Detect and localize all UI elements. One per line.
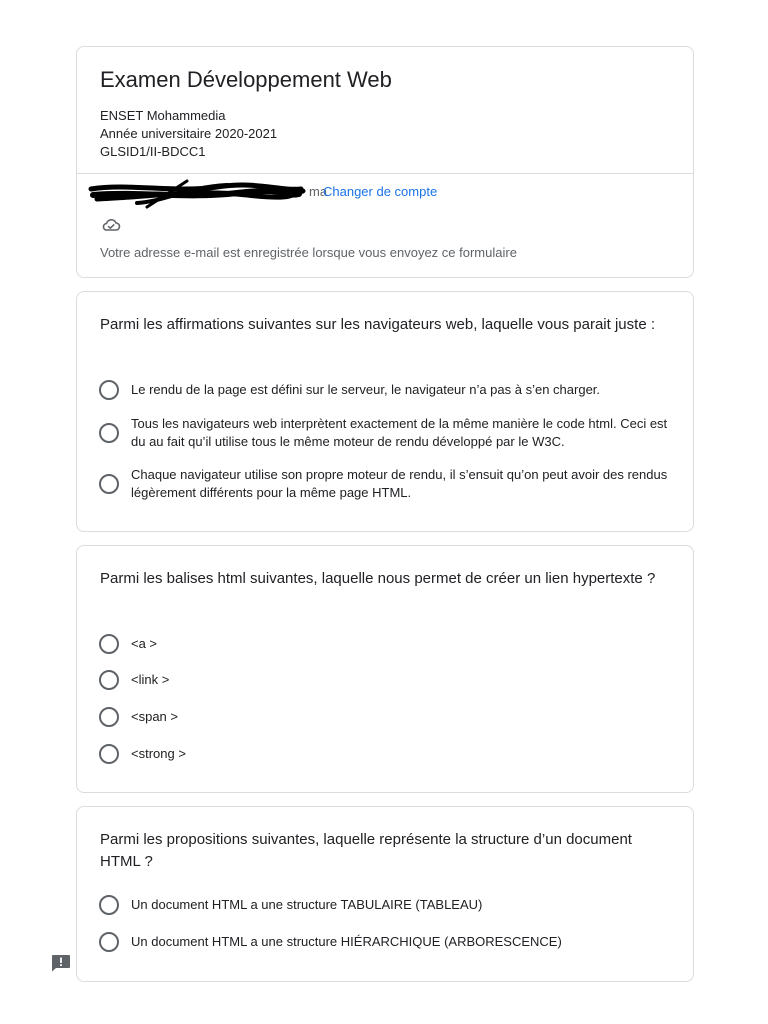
form-description-line: GLSID1/II-BDCC1 (100, 144, 206, 159)
radio-option[interactable] (99, 932, 669, 952)
radio-option[interactable] (99, 415, 669, 451)
radio-button[interactable] (99, 423, 119, 443)
option-label: Chaque navigateur utilise son propre moteur de rendu, il s’ensuit qu’on peut avoir des rendus légèrement différents pour la même page HTML. (131, 467, 668, 500)
question-card (76, 806, 694, 982)
option-label: Le rendu de la page est défini sur le serveur, le navigateur n’a pas à s’en charger. (131, 382, 601, 397)
form-description-line: Année universitaire 2020-2021 (100, 126, 278, 141)
radio-button[interactable] (99, 474, 119, 494)
radio-option[interactable] (99, 380, 669, 400)
option-label: Tous les navigateurs web interprètent exactement de la même manière le code html. Ceci est du au fait qu’il utilise tous le même moteur de rendu développé par le W3C. (131, 416, 668, 449)
option-label: Un document HTML a une structure TABULAIRE (TABLEAU) (131, 897, 483, 912)
form-description-line: ENSET Mohammedia (100, 108, 226, 123)
radio-option[interactable] (99, 634, 669, 654)
radio-option[interactable] (99, 744, 669, 764)
radio-button[interactable] (99, 380, 119, 400)
question-title: Parmi les balises html suivantes, laquelle nous permet de créer un lien hypertexte ? (100, 570, 656, 587)
radio-button[interactable] (99, 670, 119, 690)
form-title: Examen Développement Web (100, 67, 392, 92)
account-row (87, 179, 487, 209)
question-title: Parmi les affirmations suivantes sur les navigateurs web, laquelle vous parait juste : (100, 316, 655, 333)
question-card (76, 545, 694, 793)
cloud-save-icon (101, 217, 121, 233)
form-header-card (76, 46, 694, 278)
radio-button[interactable] (99, 634, 119, 654)
option-label: <a > (131, 636, 158, 651)
radio-option[interactable] (99, 670, 669, 690)
radio-option[interactable] (99, 466, 669, 502)
email-recorded-notice: Votre adresse e-mail est enregistrée lorsque vous envoyez ce formulaire (100, 245, 517, 260)
radio-option[interactable] (99, 707, 669, 727)
account-email-suffix: ma (309, 184, 328, 199)
option-label: Un document HTML a une structure HIÉRARCHIQUE (ARBORESCENCE) (131, 934, 562, 949)
feedback-icon[interactable] (51, 954, 71, 972)
radio-button[interactable] (99, 707, 119, 727)
option-label: <link > (131, 672, 170, 687)
header-divider (77, 173, 693, 174)
option-label: <span > (131, 709, 178, 724)
question-title: Parmi les propositions suivantes, laquelle représente la structure d’un document HTML ? (100, 831, 632, 870)
change-account-link[interactable]: Changer de compte (323, 184, 438, 199)
radio-button[interactable] (99, 895, 119, 915)
radio-button[interactable] (99, 744, 119, 764)
redacted-email-scribble (87, 179, 307, 209)
form-description (100, 107, 277, 161)
radio-button[interactable] (99, 932, 119, 952)
radio-option[interactable] (99, 895, 669, 915)
question-card (76, 291, 694, 532)
option-label: <strong > (131, 746, 186, 761)
